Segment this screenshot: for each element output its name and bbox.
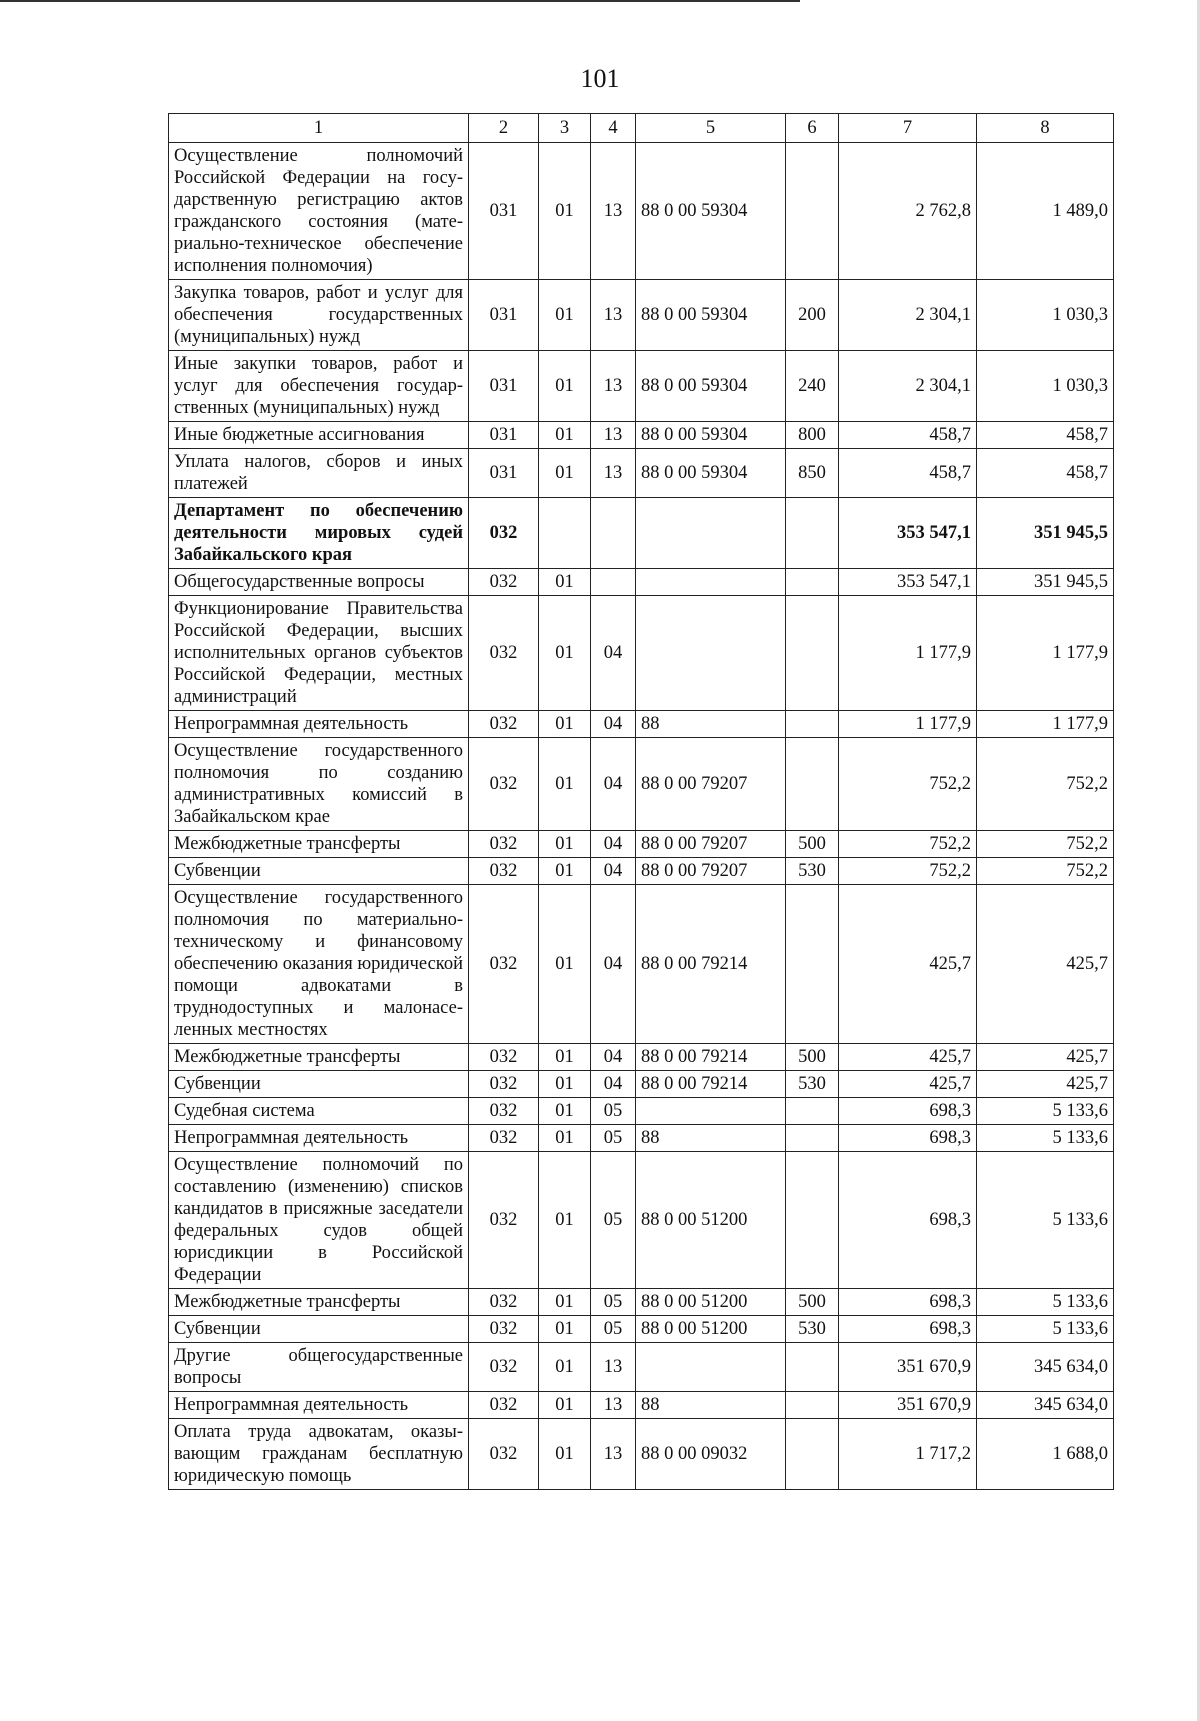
row-section-cell: 01 — [539, 1044, 591, 1071]
row-name-cell: Иные бюджетные ассигнования — [169, 422, 469, 449]
row-amount-year1-cell: 698,3 — [839, 1316, 977, 1343]
row-target-article-cell: 88 0 00 79207 — [636, 738, 786, 831]
row-target-article-cell — [636, 596, 786, 711]
row-section-cell: 01 — [539, 885, 591, 1044]
row-subsection-cell: 05 — [591, 1289, 636, 1316]
row-code-cell: 032 — [469, 1316, 539, 1343]
row-amount-year2-cell: 752,2 — [977, 858, 1114, 885]
row-subsection-cell: 04 — [591, 831, 636, 858]
row-expense-type-cell: 530 — [786, 858, 839, 885]
table-row — [169, 449, 1114, 498]
table-row — [169, 1289, 1114, 1316]
row-section-cell: 01 — [539, 569, 591, 596]
row-section-cell: 01 — [539, 1125, 591, 1152]
row-code-cell: 032 — [469, 1343, 539, 1392]
row-target-article-cell: 88 0 00 59304 — [636, 280, 786, 351]
row-name-cell: Общегосударственные вопросы — [169, 569, 469, 596]
row-subsection-cell: 04 — [591, 711, 636, 738]
table-row — [169, 498, 1114, 569]
row-subsection-cell: 05 — [591, 1152, 636, 1289]
header-cell: 4 — [591, 114, 636, 143]
row-expense-type-cell — [786, 885, 839, 1044]
row-subsection-cell: 13 — [591, 1419, 636, 1490]
row-section-cell: 01 — [539, 711, 591, 738]
row-code-cell: 032 — [469, 738, 539, 831]
row-subsection-cell: 04 — [591, 858, 636, 885]
row-subsection-cell: 13 — [591, 1343, 636, 1392]
row-amount-year2-cell: 1 177,9 — [977, 711, 1114, 738]
row-subsection-cell: 05 — [591, 1316, 636, 1343]
row-amount-year2-cell: 351 945,5 — [977, 569, 1114, 596]
row-name-cell: Осуществление государственного полномочия по созданию административных комиссий в Забайкальском крае — [169, 738, 469, 831]
row-amount-year2-cell: 425,7 — [977, 1044, 1114, 1071]
row-target-article-cell: 88 0 00 09032 — [636, 1419, 786, 1490]
table-row — [169, 885, 1114, 1044]
row-subsection-cell: 13 — [591, 280, 636, 351]
row-subsection-cell: 04 — [591, 1071, 636, 1098]
row-amount-year1-cell: 2 304,1 — [839, 280, 977, 351]
row-name-cell: Иные закупки товаров, работ и услуг для обеспечения государственных (муниципальных) нужд — [169, 351, 469, 422]
row-expense-type-cell: 530 — [786, 1071, 839, 1098]
row-code-cell: 032 — [469, 1044, 539, 1071]
row-amount-year1-cell: 698,3 — [839, 1152, 977, 1289]
row-amount-year1-cell: 752,2 — [839, 858, 977, 885]
row-section-cell: 01 — [539, 1316, 591, 1343]
row-expense-type-cell: 530 — [786, 1316, 839, 1343]
table-row — [169, 1071, 1114, 1098]
row-target-article-cell: 88 0 00 51200 — [636, 1289, 786, 1316]
row-code-cell: 032 — [469, 1125, 539, 1152]
row-code-cell: 032 — [469, 831, 539, 858]
row-target-article-cell: 88 0 00 59304 — [636, 449, 786, 498]
row-name-cell: Другие общегосударственные вопросы — [169, 1343, 469, 1392]
row-subsection-cell: 04 — [591, 885, 636, 1044]
table-row — [169, 858, 1114, 885]
row-amount-year1-cell: 752,2 — [839, 831, 977, 858]
row-expense-type-cell: 850 — [786, 449, 839, 498]
page-number: 101 — [580, 64, 620, 93]
row-code-cell: 031 — [469, 280, 539, 351]
row-expense-type-cell: 200 — [786, 280, 839, 351]
row-expense-type-cell — [786, 596, 839, 711]
row-code-cell: 032 — [469, 498, 539, 569]
row-amount-year1-cell: 353 547,1 — [839, 498, 977, 569]
row-section-cell: 01 — [539, 280, 591, 351]
row-subsection-cell: 04 — [591, 1044, 636, 1071]
row-amount-year1-cell: 351 670,9 — [839, 1343, 977, 1392]
row-name-cell: Судебная система — [169, 1098, 469, 1125]
row-expense-type-cell: 500 — [786, 1044, 839, 1071]
row-name-cell: Межбюджетные трансферты — [169, 831, 469, 858]
row-expense-type-cell — [786, 143, 839, 280]
row-code-cell: 032 — [469, 1289, 539, 1316]
row-expense-type-cell — [786, 738, 839, 831]
table-row — [169, 1125, 1114, 1152]
row-section-cell: 01 — [539, 1289, 591, 1316]
row-target-article-cell: 88 0 00 79207 — [636, 831, 786, 858]
row-subsection-cell: 13 — [591, 143, 636, 280]
row-section-cell: 01 — [539, 1098, 591, 1125]
row-subsection-cell — [591, 498, 636, 569]
row-code-cell: 032 — [469, 569, 539, 596]
row-subsection-cell: 04 — [591, 738, 636, 831]
row-amount-year1-cell: 2 762,8 — [839, 143, 977, 280]
row-section-cell: 01 — [539, 738, 591, 831]
row-target-article-cell: 88 0 00 79214 — [636, 1071, 786, 1098]
row-amount-year1-cell: 458,7 — [839, 422, 977, 449]
row-amount-year2-cell: 345 634,0 — [977, 1343, 1114, 1392]
row-expense-type-cell: 500 — [786, 1289, 839, 1316]
row-amount-year1-cell: 425,7 — [839, 1071, 977, 1098]
row-amount-year2-cell: 1 030,3 — [977, 351, 1114, 422]
row-expense-type-cell — [786, 1392, 839, 1419]
row-amount-year2-cell: 1 030,3 — [977, 280, 1114, 351]
row-target-article-cell — [636, 1343, 786, 1392]
row-subsection-cell: 05 — [591, 1098, 636, 1125]
row-subsection-cell: 13 — [591, 351, 636, 422]
row-target-article-cell: 88 0 00 51200 — [636, 1316, 786, 1343]
table-row — [169, 422, 1114, 449]
row-amount-year2-cell: 5 133,6 — [977, 1289, 1114, 1316]
row-section-cell: 01 — [539, 351, 591, 422]
row-expense-type-cell — [786, 1125, 839, 1152]
row-section-cell: 01 — [539, 831, 591, 858]
row-name-cell: Субвенции — [169, 1071, 469, 1098]
row-subsection-cell: 13 — [591, 449, 636, 498]
row-code-cell: 031 — [469, 449, 539, 498]
row-name-cell: Закупка товаров, работ и услуг для обеспечения государственных (муниципальных) нужд — [169, 280, 469, 351]
row-amount-year2-cell: 1 489,0 — [977, 143, 1114, 280]
row-amount-year2-cell: 351 945,5 — [977, 498, 1114, 569]
row-section-cell: 01 — [539, 858, 591, 885]
row-code-cell: 032 — [469, 885, 539, 1044]
row-code-cell: 031 — [469, 422, 539, 449]
row-target-article-cell: 88 0 00 59304 — [636, 143, 786, 280]
table-row — [169, 1343, 1114, 1392]
row-amount-year1-cell: 1 717,2 — [839, 1419, 977, 1490]
row-expense-type-cell: 240 — [786, 351, 839, 422]
row-amount-year1-cell: 752,2 — [839, 738, 977, 831]
row-target-article-cell: 88 — [636, 1392, 786, 1419]
row-amount-year2-cell: 425,7 — [977, 1071, 1114, 1098]
row-name-cell: Уплата налогов, сборов и иных платежей — [169, 449, 469, 498]
row-amount-year2-cell: 345 634,0 — [977, 1392, 1114, 1419]
row-name-cell: Департамент по обеспечению деятельности мировых судей Забайкальского края — [169, 498, 469, 569]
row-subsection-cell: 13 — [591, 1392, 636, 1419]
row-name-cell: Непрограммная деятельность — [169, 1392, 469, 1419]
table-row — [169, 1316, 1114, 1343]
row-amount-year2-cell: 5 133,6 — [977, 1125, 1114, 1152]
header-cell: 3 — [539, 114, 591, 143]
row-name-cell: Субвенции — [169, 1316, 469, 1343]
row-amount-year1-cell: 425,7 — [839, 885, 977, 1044]
row-section-cell — [539, 498, 591, 569]
row-code-cell: 032 — [469, 711, 539, 738]
row-subsection-cell — [591, 569, 636, 596]
row-amount-year1-cell: 351 670,9 — [839, 1392, 977, 1419]
table-row — [169, 280, 1114, 351]
row-amount-year2-cell: 458,7 — [977, 422, 1114, 449]
table-row — [169, 1419, 1114, 1490]
budget-table — [168, 113, 1114, 1490]
row-expense-type-cell: 800 — [786, 422, 839, 449]
header-cell: 2 — [469, 114, 539, 143]
table-row — [169, 711, 1114, 738]
table-row — [169, 1098, 1114, 1125]
table-row — [169, 831, 1114, 858]
row-name-cell: Межбюджетные трансферты — [169, 1044, 469, 1071]
row-target-article-cell: 88 — [636, 711, 786, 738]
header-cell: 1 — [169, 114, 469, 143]
row-expense-type-cell — [786, 711, 839, 738]
row-amount-year2-cell: 1 177,9 — [977, 596, 1114, 711]
row-code-cell: 032 — [469, 596, 539, 711]
row-section-cell: 01 — [539, 143, 591, 280]
row-name-cell: Функционирование Правительства Российской Федерации, высших исполнительных органов субъектов Российской Федерации, местных администраций — [169, 596, 469, 711]
header-cell: 7 — [839, 114, 977, 143]
row-name-cell: Непрограммная деятельность — [169, 1125, 469, 1152]
row-code-cell: 032 — [469, 858, 539, 885]
row-expense-type-cell — [786, 1098, 839, 1125]
row-target-article-cell: 88 0 00 79214 — [636, 885, 786, 1044]
table-body — [169, 114, 1114, 1490]
row-target-article-cell: 88 0 00 59304 — [636, 422, 786, 449]
header-cell: 5 — [636, 114, 786, 143]
table-row — [169, 596, 1114, 711]
row-amount-year2-cell: 425,7 — [977, 885, 1114, 1044]
row-amount-year1-cell: 698,3 — [839, 1289, 977, 1316]
row-code-cell: 032 — [469, 1152, 539, 1289]
row-subsection-cell: 13 — [591, 422, 636, 449]
row-target-article-cell: 88 — [636, 1125, 786, 1152]
table-row — [169, 1152, 1114, 1289]
row-code-cell: 031 — [469, 351, 539, 422]
table-row — [169, 143, 1114, 280]
header-cell: 6 — [786, 114, 839, 143]
row-section-cell: 01 — [539, 1343, 591, 1392]
row-name-cell: Непрограммная деятельность — [169, 711, 469, 738]
row-amount-year1-cell: 1 177,9 — [839, 596, 977, 711]
row-section-cell: 01 — [539, 1071, 591, 1098]
row-amount-year1-cell: 1 177,9 — [839, 711, 977, 738]
table-header-row — [169, 114, 1114, 143]
header-cell: 8 — [977, 114, 1114, 143]
row-amount-year1-cell: 458,7 — [839, 449, 977, 498]
row-name-cell: Оплата труда адвокатам, оказывающим гражданам бесплатную юридическую помощь — [169, 1419, 469, 1490]
row-name-cell: Осуществление полномочий Российской Федерации на государственную регистрацию актов гражданского состояния (материально-техническое обеспечение исполнения полномочия) — [169, 143, 469, 280]
row-amount-year2-cell: 752,2 — [977, 738, 1114, 831]
row-amount-year2-cell: 5 133,6 — [977, 1316, 1114, 1343]
row-target-article-cell: 88 0 00 51200 — [636, 1152, 786, 1289]
row-target-article-cell — [636, 569, 786, 596]
row-subsection-cell: 05 — [591, 1125, 636, 1152]
table-row — [169, 569, 1114, 596]
row-amount-year2-cell: 458,7 — [977, 449, 1114, 498]
row-expense-type-cell — [786, 569, 839, 596]
table-row — [169, 1392, 1114, 1419]
row-amount-year1-cell: 698,3 — [839, 1098, 977, 1125]
row-expense-type-cell — [786, 1419, 839, 1490]
row-code-cell: 032 — [469, 1098, 539, 1125]
row-section-cell: 01 — [539, 1392, 591, 1419]
row-code-cell: 032 — [469, 1071, 539, 1098]
row-name-cell: Субвенции — [169, 858, 469, 885]
row-section-cell: 01 — [539, 1419, 591, 1490]
row-expense-type-cell — [786, 498, 839, 569]
row-code-cell: 032 — [469, 1392, 539, 1419]
row-target-article-cell — [636, 1098, 786, 1125]
table-row — [169, 1044, 1114, 1071]
row-amount-year2-cell: 5 133,6 — [977, 1152, 1114, 1289]
scan-artifact-line — [0, 0, 800, 2]
row-amount-year1-cell: 2 304,1 — [839, 351, 977, 422]
row-target-article-cell: 88 0 00 79214 — [636, 1044, 786, 1071]
row-name-cell: Межбюджетные трансферты — [169, 1289, 469, 1316]
row-amount-year1-cell: 425,7 — [839, 1044, 977, 1071]
row-subsection-cell: 04 — [591, 596, 636, 711]
row-amount-year1-cell: 353 547,1 — [839, 569, 977, 596]
row-section-cell: 01 — [539, 596, 591, 711]
table-row — [169, 351, 1114, 422]
row-section-cell: 01 — [539, 449, 591, 498]
row-section-cell: 01 — [539, 422, 591, 449]
row-target-article-cell: 88 0 00 79207 — [636, 858, 786, 885]
row-code-cell: 031 — [469, 143, 539, 280]
row-name-cell: Осуществление полномочий по составлению (изменению) списков кандидатов в присяжные заседатели федеральных судов общей юрисдикции в Российской Федерации — [169, 1152, 469, 1289]
row-expense-type-cell — [786, 1343, 839, 1392]
row-amount-year2-cell: 5 133,6 — [977, 1098, 1114, 1125]
row-amount-year2-cell: 752,2 — [977, 831, 1114, 858]
row-expense-type-cell — [786, 1152, 839, 1289]
row-name-cell: Осуществление государственного полномочия по материально-техническому и финансовому обеспечению оказания юридической помощи адвокатами в труднодоступных и малонаселенных местностях — [169, 885, 469, 1044]
row-amount-year1-cell: 698,3 — [839, 1125, 977, 1152]
table-row — [169, 738, 1114, 831]
row-code-cell: 032 — [469, 1419, 539, 1490]
row-section-cell: 01 — [539, 1152, 591, 1289]
row-expense-type-cell: 500 — [786, 831, 839, 858]
row-target-article-cell: 88 0 00 59304 — [636, 351, 786, 422]
row-target-article-cell — [636, 498, 786, 569]
row-amount-year2-cell: 1 688,0 — [977, 1419, 1114, 1490]
